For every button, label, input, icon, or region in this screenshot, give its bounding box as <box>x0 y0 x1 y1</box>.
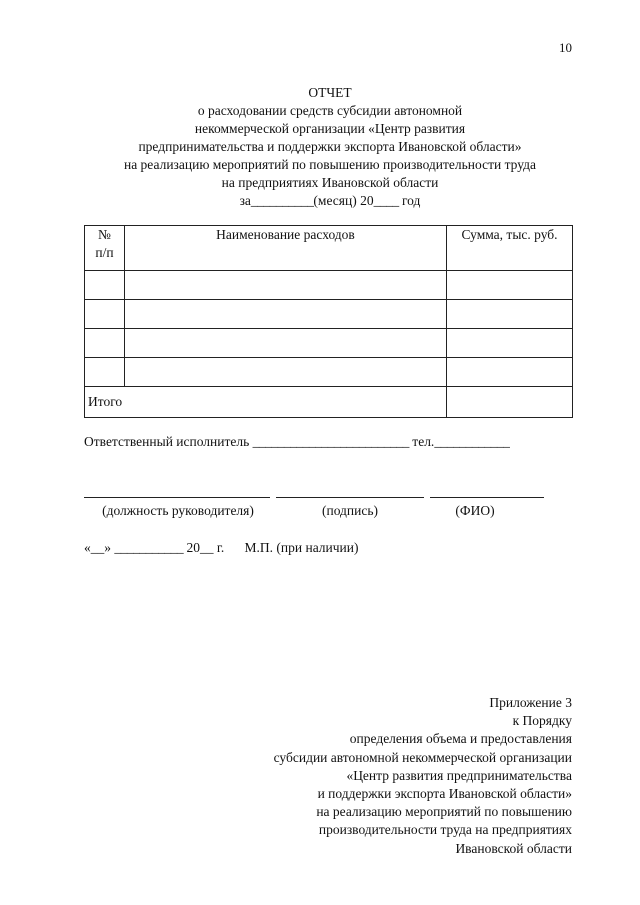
date-line <box>84 540 584 556</box>
period-month-blank: __________ <box>250 193 314 208</box>
table-row <box>85 271 573 300</box>
appendix-line: Приложение 3 <box>489 695 572 710</box>
table-total-row <box>85 387 573 418</box>
stamp-note: М.П. (при наличии) <box>244 540 359 555</box>
responsible-blank: _________________________ <box>252 434 409 449</box>
sign-signature-line <box>276 497 424 498</box>
responsible-executor-line <box>84 434 584 450</box>
cell-number <box>85 358 125 387</box>
appendix-line: производительности труда на предприятиях <box>318 822 572 838</box>
cell-sum <box>447 329 573 358</box>
cell-name <box>125 329 447 358</box>
total-sum <box>447 387 573 418</box>
header-number: № п/п <box>85 226 125 271</box>
cell-sum <box>447 300 573 329</box>
appendix-line: субсидии автономной некоммерческой организации <box>273 749 572 765</box>
header-name: Наименование расходов <box>125 226 447 271</box>
cell-sum <box>447 358 573 387</box>
report-heading: ОТЧЕТ <box>308 85 352 100</box>
total-label: Итого <box>85 387 447 418</box>
appendix-line: Ивановской области <box>455 840 572 856</box>
table-row <box>85 358 573 387</box>
cell-name <box>125 300 447 329</box>
name-signature-line <box>430 497 544 498</box>
cell-name <box>125 358 447 387</box>
responsible-label: Ответственный исполнитель <box>84 434 250 449</box>
appendix-block <box>200 694 572 858</box>
page-number: 10 <box>559 40 572 55</box>
period-suffix: год <box>401 193 421 208</box>
report-title-line-5: на предприятиях Ивановской области <box>221 175 439 190</box>
appendix-line: «Центр развития предпринимательства <box>346 767 572 783</box>
cell-sum <box>447 271 573 300</box>
report-period-line <box>70 192 590 210</box>
phone-blank: ____________ <box>434 434 510 449</box>
report-title-block <box>70 84 590 210</box>
period-prefix: за <box>239 193 251 208</box>
name-caption: (ФИО) <box>455 503 495 518</box>
phone-label: тел. <box>412 434 435 449</box>
date-day: «__» <box>84 540 111 555</box>
cell-number <box>85 300 125 329</box>
period-year-blank: ____ <box>373 193 399 208</box>
sign-caption: (подпись) <box>321 503 379 518</box>
appendix-line: к Порядку <box>512 713 572 729</box>
report-title-line-2: некоммерческой организации «Центр развития <box>194 121 466 136</box>
appendix-line: и поддержки экспорта Ивановской области» <box>317 786 572 802</box>
table-row <box>85 329 573 358</box>
cell-name <box>125 271 447 300</box>
cell-number <box>85 271 125 300</box>
date-year: 20__ г. <box>186 540 225 555</box>
expense-table <box>84 225 573 418</box>
period-month-label: (месяц) 20 <box>313 193 374 208</box>
report-title-line-3: предпринимательства и поддержки экспорта Ивановской области» <box>138 139 522 154</box>
report-title-line-4: на реализацию мероприятий по повышению производительности труда <box>123 157 537 172</box>
date-month-blank: ___________ <box>114 540 184 555</box>
appendix-line: определения объема и предоставления <box>349 731 572 747</box>
table-header-row <box>85 226 573 271</box>
cell-number <box>85 329 125 358</box>
position-caption: (должность руководителя) <box>102 503 254 518</box>
report-title-line-1: о расходовании средств субсидии автономной <box>197 103 463 118</box>
position-signature-line <box>84 497 270 498</box>
header-sum: Сумма, тыс. руб. <box>447 226 573 271</box>
appendix-line: на реализацию мероприятий по повышению <box>316 804 572 820</box>
table-row <box>85 300 573 329</box>
